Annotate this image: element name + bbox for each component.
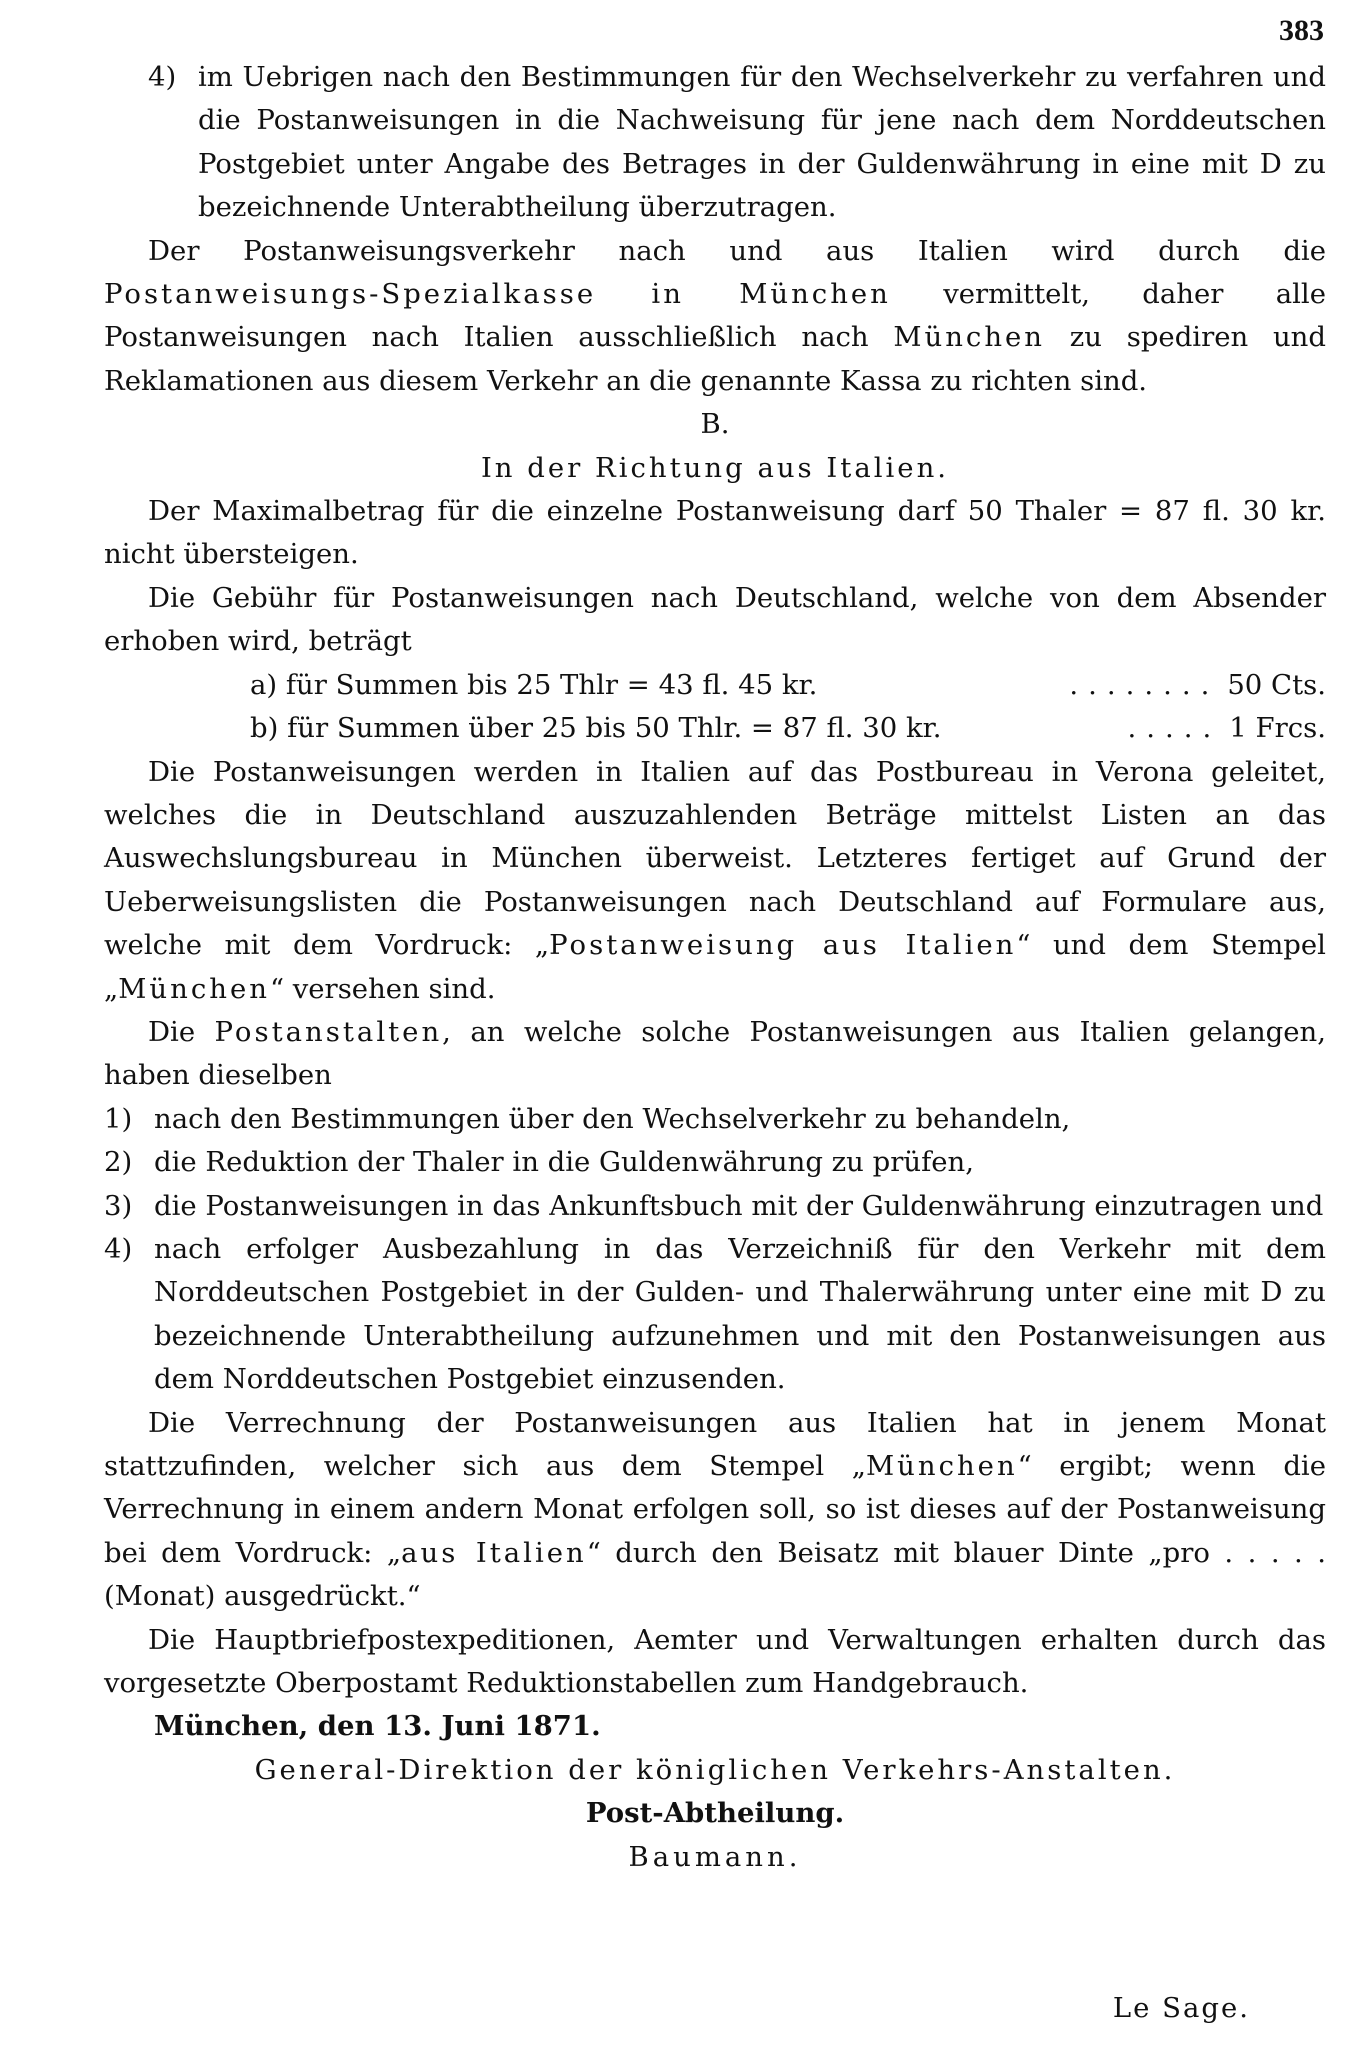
emphasis-city: München	[865, 1450, 1018, 1482]
signoff: Le Sage.	[1112, 1992, 1250, 2024]
item-number: 4)	[148, 61, 177, 93]
section-heading: In der Richtung aus Italien.	[480, 451, 950, 484]
text-run: vermittelt, daher alle Postanweisungen nach Italien ausschließlich nach	[104, 278, 1326, 354]
fee-leader: .....	[1127, 712, 1222, 745]
list-item	[104, 56, 1326, 230]
fee-value: 50 Cts.	[1227, 668, 1326, 701]
fee-leader: ........	[1069, 668, 1220, 701]
item-number: 1)	[104, 1102, 133, 1135]
text-run: Der Postanweisungsverkehr nach und aus Italien wird durch die	[148, 234, 1326, 267]
emphasis-form: Postanweisung aus Italien	[549, 929, 1017, 962]
item-number: 2)	[104, 1146, 133, 1179]
item-text: die Postanweisungen in das Ankunftsbuch mit der Guldenwährung einzutragen und	[154, 1189, 1324, 1222]
paragraph-fee: Die Gebühr für Postanweisungen nach Deutschland, welche von dem Absender erhoben wird, beträgt	[104, 581, 1326, 658]
fee-row	[104, 707, 1326, 750]
item-number: 4)	[104, 1232, 133, 1265]
paragraph-max-amount: Der Maximalbetrag für die einzelne Postanweisung darf 50 Thaler = 87 fl. 30 kr. nicht übersteigen.	[104, 495, 1326, 571]
item-number: 3)	[104, 1189, 133, 1222]
page-number: 383	[1279, 14, 1324, 47]
text-run: “ durch den Beisatz mit blauer Dinte „pro . . . . . (Monat) ausgedrückt.“	[104, 1536, 1326, 1613]
text-run: Die	[148, 1015, 215, 1048]
document-body	[104, 56, 1326, 1879]
signature-name: Baumann.	[628, 1840, 802, 1873]
text-run: zu spediren und Reklamationen aus diesem Verkehr an die genannte Kassa zu richten sind.	[104, 321, 1326, 397]
emphasis-offices: Postanstalten	[214, 1015, 443, 1048]
paragraph-settlement	[104, 1402, 1326, 1619]
text-run: , an welche solche Postanweisungen aus Italien gelangen, haben dieselben	[104, 1015, 1326, 1092]
item-text: die Reduktion der Thaler in die Guldenwährung zu prüfen,	[154, 1146, 974, 1179]
text-run: “ versehen sind.	[269, 972, 496, 1005]
emphasis-city: München	[118, 972, 270, 1005]
list-item	[104, 1141, 1326, 1184]
list-item	[104, 1185, 1326, 1228]
text-run: “ ergibt; wenn die Verrechnung in einem andern Monat erfolgen soll, so ist dieses auf der Postanweisung bei dem Vordruck: „	[104, 1450, 1326, 1569]
fee-value: 1 Frcs.	[1229, 712, 1326, 745]
text-run: Die Postanweisungen werden in Italien auf das Postbureau in Verona geleitet, welches die in Deutschland auszuzahlenden Beträge mittelst Listen an das Auswechslungsbureau in München überweist. Letzteres fertiget auf Grund der Ueberweisungslisten die Postanweisungen nach Deutschland auf Formulare aus, welche mit dem Vordruck: „	[104, 755, 1326, 962]
item-text: nach den Bestimmungen über den Wechselverkehr zu behandeln,	[154, 1102, 1071, 1135]
signature-directorate: General-Direktion der königlichen Verkehrs-Anstalten.	[254, 1753, 1176, 1786]
paragraph-verona	[104, 751, 1326, 1011]
paragraph-tables: Die Hauptbriefpostexpeditionen, Aemter und Verwaltungen erhalten durch das vorgesetzte Oberpostamt Reduktionstabellen zum Handgebrauch.	[104, 1623, 1326, 1700]
fee-row	[104, 664, 1326, 707]
text-run: “ und dem Stempel „	[104, 929, 1326, 1005]
item-text: im Uebrigen nach den Bestimmungen für den Wechselverkehr zu verfahren und die Postanweisungen in die Nachweisung für jene nach dem Norddeutschen Postgebiet unter Angabe des Betrages in der Guldenwährung in eine mit D zu bezeichnende Unterabtheilung überzutragen.	[198, 61, 1326, 224]
item-text: nach erfolger Ausbezahlung in das Verzeichniß für den Verkehr mit dem Norddeutschen Postgebiet in der Gulden- und Thalerwährung unter eine mit D zu bezeichnende Unterabtheilung aufzunehmen und mit den Postanweisungen aus dem Norddeutschen Postgebiet einzusenden.	[154, 1232, 1326, 1396]
dateline: München, den 13. Juni 1871.	[154, 1710, 601, 1743]
emphasis-office: Postanweisungs-Spezialkasse in München	[104, 278, 891, 311]
emphasis-form: aus Italien	[401, 1536, 587, 1569]
emphasis-city: München	[893, 321, 1046, 354]
fee-label: b) für Summen über 25 bis 50 Thlr. = 87 fl. 30 kr.	[250, 712, 942, 745]
fee-label: a) für Summen bis 25 Thlr = 43 fl. 45 kr.	[250, 668, 818, 701]
paragraph-traffic	[104, 230, 1326, 404]
signature-department: Post-Abtheilung.	[585, 1797, 845, 1830]
paragraph-offices	[104, 1011, 1326, 1098]
list-item	[104, 1228, 1326, 1402]
list-item	[104, 1098, 1326, 1141]
text-run: Die Verrechnung der Postanweisungen aus Italien hat in jenem Monat stattzufinden, welcher sich aus dem Stempel „	[104, 1406, 1326, 1482]
section-letter: B.	[700, 408, 730, 441]
